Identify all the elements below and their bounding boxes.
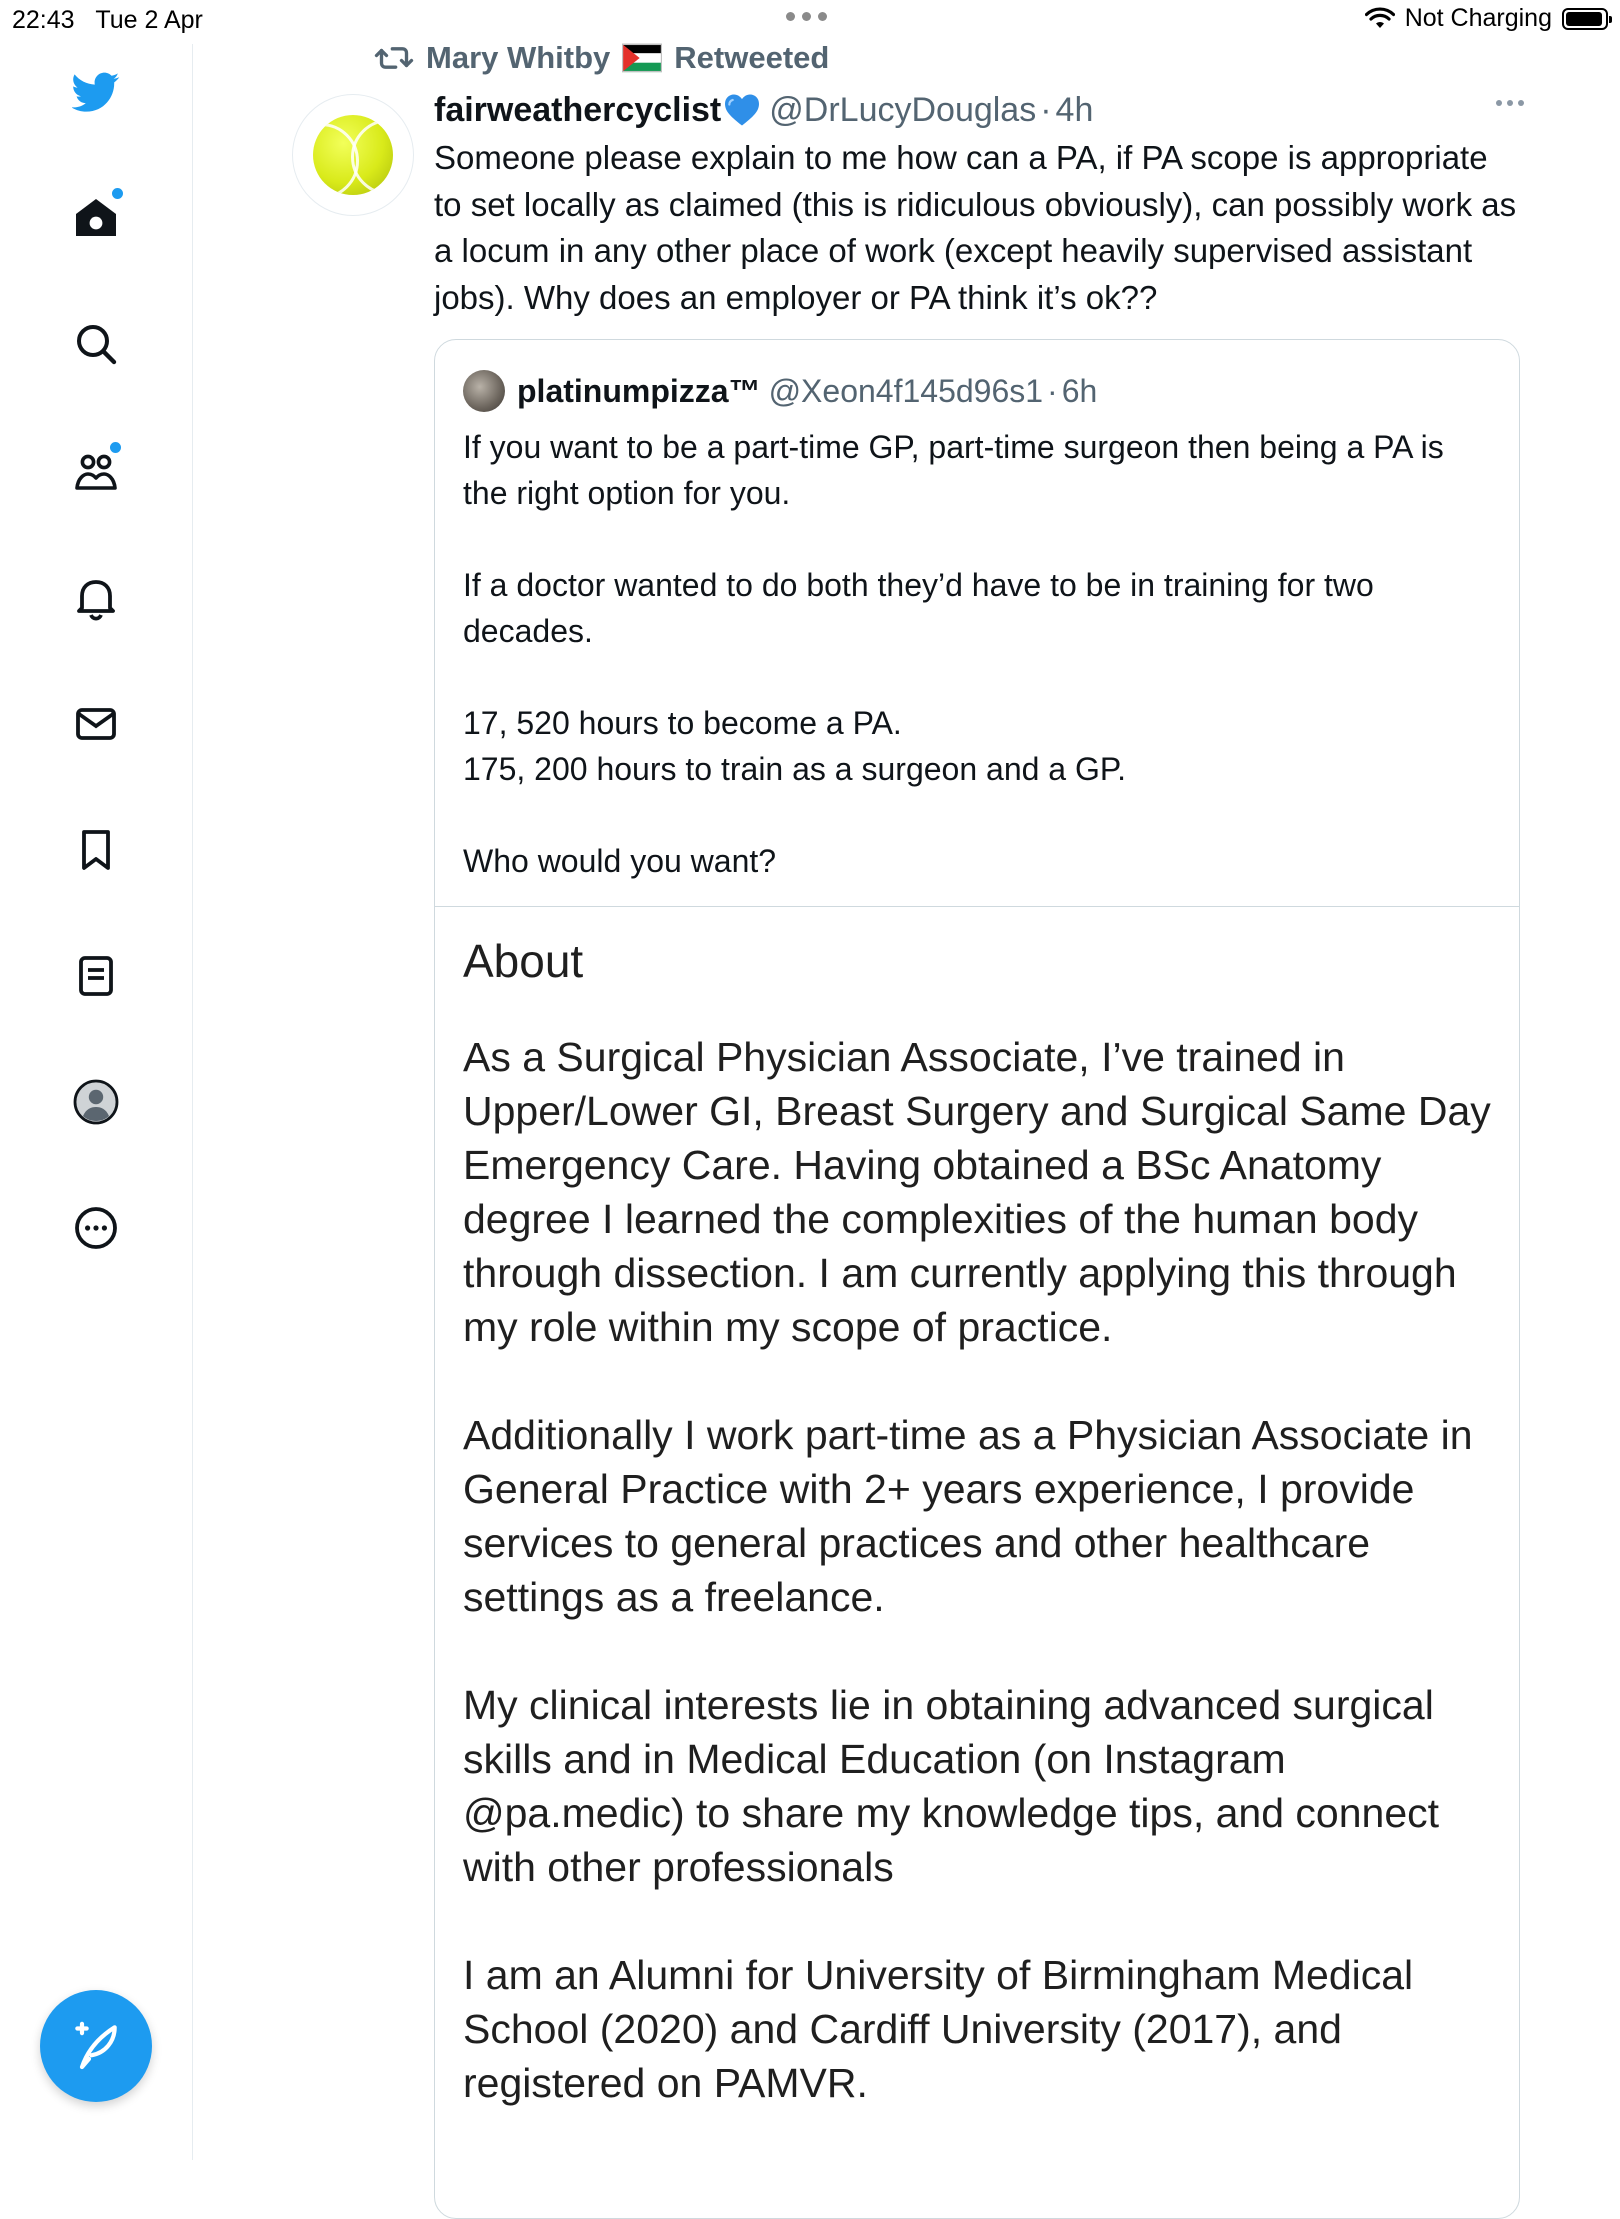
tweet-time[interactable]: 4h bbox=[1055, 90, 1094, 129]
quote-avatar bbox=[463, 370, 505, 412]
meta-separator: · bbox=[1040, 90, 1052, 129]
more-icon[interactable] bbox=[66, 1198, 126, 1258]
tennis-ball-icon bbox=[313, 115, 393, 195]
home-notification-dot bbox=[110, 186, 125, 201]
quote-header bbox=[463, 370, 1097, 412]
retweet-icon bbox=[374, 38, 414, 78]
wifi-icon bbox=[1365, 7, 1395, 31]
author-display-name[interactable]: fairweathercyclist bbox=[434, 90, 722, 129]
about-title: About bbox=[463, 935, 584, 987]
communities-icon[interactable] bbox=[66, 442, 126, 502]
more-options-icon[interactable] bbox=[1496, 100, 1524, 106]
profile-icon[interactable] bbox=[66, 1072, 126, 1132]
lists-icon[interactable] bbox=[66, 946, 126, 1006]
bookmark-icon[interactable] bbox=[66, 820, 126, 880]
quote-paragraph: If you want to be a part-time GP, part-time surgeon then being a PA is the right option for you. bbox=[463, 429, 1444, 511]
quote-paragraph: If a doctor wanted to do both they’d have to be in training for two decades. bbox=[463, 567, 1374, 649]
compose-tweet-icon bbox=[68, 2018, 124, 2074]
palestine-flag-icon bbox=[622, 38, 662, 78]
multitasking-dots-icon[interactable] bbox=[786, 12, 827, 21]
tweet-text: Someone please explain to me how can a PA, if PA scope is appropriate to set locally as claimed (this is ridiculous obviously), can possibly work as a locum in any other place of work (except heavily supervised assistant jobs). Why does an employer or PA think it’s ok?? bbox=[434, 139, 1517, 316]
status-time: 22:43 Tue 2 Apr bbox=[12, 6, 203, 34]
author-handle[interactable]: @DrLucyDouglas bbox=[769, 90, 1037, 129]
quote-separator: · bbox=[1047, 372, 1058, 409]
twitter-bird-icon[interactable] bbox=[66, 62, 126, 122]
quote-text bbox=[463, 424, 1483, 930]
bell-icon[interactable] bbox=[66, 568, 126, 628]
tweet-header bbox=[434, 86, 1524, 134]
about-paragraph: I am an Alumni for University of Birmingham Medical School (2020) and Cardiff University (2017), and registered on PAMVR. bbox=[463, 1952, 1414, 2106]
battery-icon bbox=[1562, 8, 1608, 30]
about-paragraph: Additionally I work part-time as a Physician Associate in General Practice with 2+ years experience, I provide services to general practices and other healthcare settings as a freelance. bbox=[463, 1412, 1473, 1620]
status-right bbox=[1365, 4, 1608, 33]
quote-media-divider bbox=[435, 906, 1519, 907]
sidebar bbox=[0, 44, 193, 2160]
search-icon[interactable] bbox=[66, 314, 126, 374]
about-paragraph: My clinical interests lie in obtaining advanced surgical skills and in Medical Education (on Instagram @pa.medic) to share my knowledge tips, and connect with other professionals bbox=[463, 1682, 1440, 1890]
communities-notification-dot bbox=[108, 440, 123, 455]
quote-paragraph: Who would you want? bbox=[463, 843, 777, 879]
author-avatar[interactable] bbox=[292, 94, 414, 216]
retweeted-label: Retweeted bbox=[674, 40, 830, 75]
about-paragraph: As a Surgical Physician Associate, I’ve trained in Upper/Lower GI, Breast Surgery and Surgical Same Day Emergency Care. Having obtained a BSc Anatomy degree I learned the complexities of the human body through dissection. I am currently applying this through my role within my scope of practice. bbox=[463, 1034, 1491, 1350]
retweeter-name[interactable]: Mary Whitby bbox=[426, 40, 611, 75]
compose-tweet-button[interactable] bbox=[40, 1990, 152, 2102]
blue-heart-icon bbox=[723, 93, 761, 127]
mail-icon[interactable] bbox=[66, 694, 126, 754]
quoted-tweet[interactable] bbox=[434, 339, 1520, 2219]
home-icon[interactable] bbox=[66, 188, 126, 248]
retweet-context[interactable] bbox=[374, 38, 829, 78]
quote-paragraph: 17, 520 hours to become a PA. 175, 200 hours to train as a surgeon and a GP. bbox=[463, 705, 1126, 787]
quote-display-name: platinumpizza™ bbox=[517, 372, 761, 409]
charging-status: Not Charging bbox=[1404, 4, 1552, 32]
quote-time: 6h bbox=[1061, 372, 1098, 409]
quote-handle: @Xeon4f145d96s1 bbox=[768, 372, 1044, 409]
quote-image-about bbox=[463, 934, 1493, 2164]
